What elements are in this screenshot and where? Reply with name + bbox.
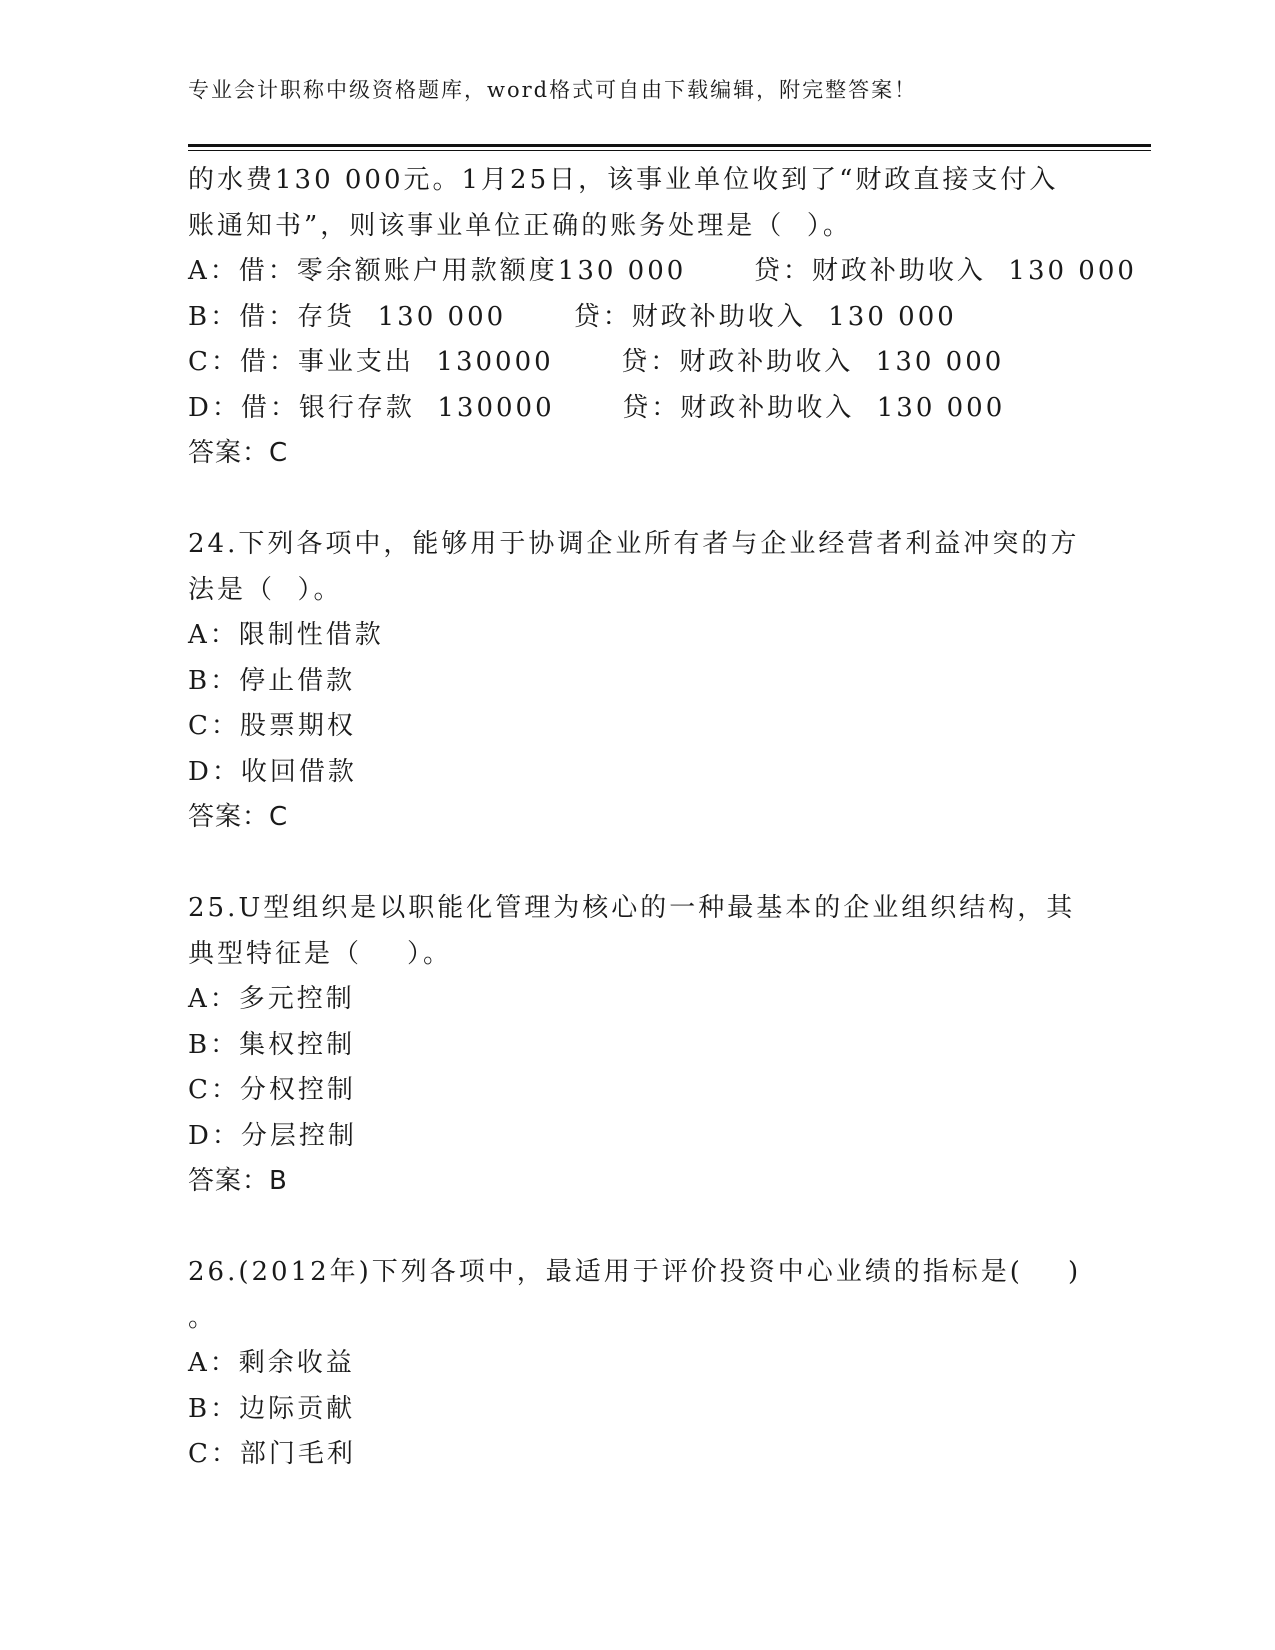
- option-b: B：停止借款: [188, 665, 356, 696]
- question-stem-line: 24.下列各项中，能够用于协调企业所有者与企业经营者利益冲突的方: [188, 529, 1080, 559]
- spacer: [188, 1205, 1128, 1251]
- option-b: B：边际贡献: [188, 1393, 356, 1424]
- question-24: [188, 522, 1128, 841]
- question-stem-line: 法是（ ）。: [188, 574, 343, 605]
- option-d: D：借：银行存款 130000 贷：财政补助收入 130 000: [188, 392, 1006, 423]
- header-rule-thin: [188, 150, 1151, 151]
- question-25: [188, 886, 1128, 1205]
- question-26: [188, 1250, 1128, 1478]
- option-a: A：借：零余额账户用款额度130 000 贷：财政补助收入 130 000: [188, 256, 1137, 286]
- option-b: B：借：存货 130 000 贷：财政补助收入 130 000: [188, 301, 957, 332]
- spacer: [188, 477, 1128, 523]
- option-c: C：借：事业支出 130000 贷：财政补助收入 130 000: [188, 347, 1005, 377]
- question-stem-line: 。: [188, 1302, 218, 1333]
- option-d: D：分层控制: [188, 1120, 357, 1151]
- question-23: [188, 158, 1137, 477]
- option-a: A：限制性借款: [188, 620, 384, 650]
- question-stem-line: 25.U型组织是以职能化管理为核心的一种最基本的企业组织结构，其: [188, 893, 1076, 923]
- spacer: [188, 841, 1128, 887]
- option-b: B：集权控制: [188, 1029, 356, 1060]
- answer: 答案：C: [188, 802, 289, 832]
- option-c: C：部门毛利: [188, 1439, 356, 1469]
- header-rule-thick: [188, 144, 1151, 147]
- answer: 答案：C: [188, 438, 289, 468]
- option-a: A：多元控制: [188, 984, 355, 1014]
- question-stem-line: 26.(2012年)下列各项中，最适用于评价投资中心业绩的指标是( ): [188, 1257, 1082, 1287]
- option-d: D：收回借款: [188, 756, 357, 787]
- option-a: A：剩余收益: [188, 1348, 355, 1378]
- question-stem-line: 账通知书”，则该事业单位正确的账务处理是（ ）。: [188, 210, 852, 241]
- document-body: [188, 158, 1137, 1478]
- option-c: C：分权控制: [188, 1075, 356, 1105]
- page-header: 专业会计职称中级资格题库，word格式可自由下载编辑，附完整答案！: [188, 78, 918, 102]
- answer: 答案：B: [188, 1166, 288, 1196]
- question-stem-line: 典型特征是（ ）。: [188, 938, 453, 969]
- option-c: C：股票期权: [188, 711, 356, 741]
- question-stem-line: 的水费130 000元。1月25日，该事业单位收到了“财政直接支付入: [188, 165, 1059, 195]
